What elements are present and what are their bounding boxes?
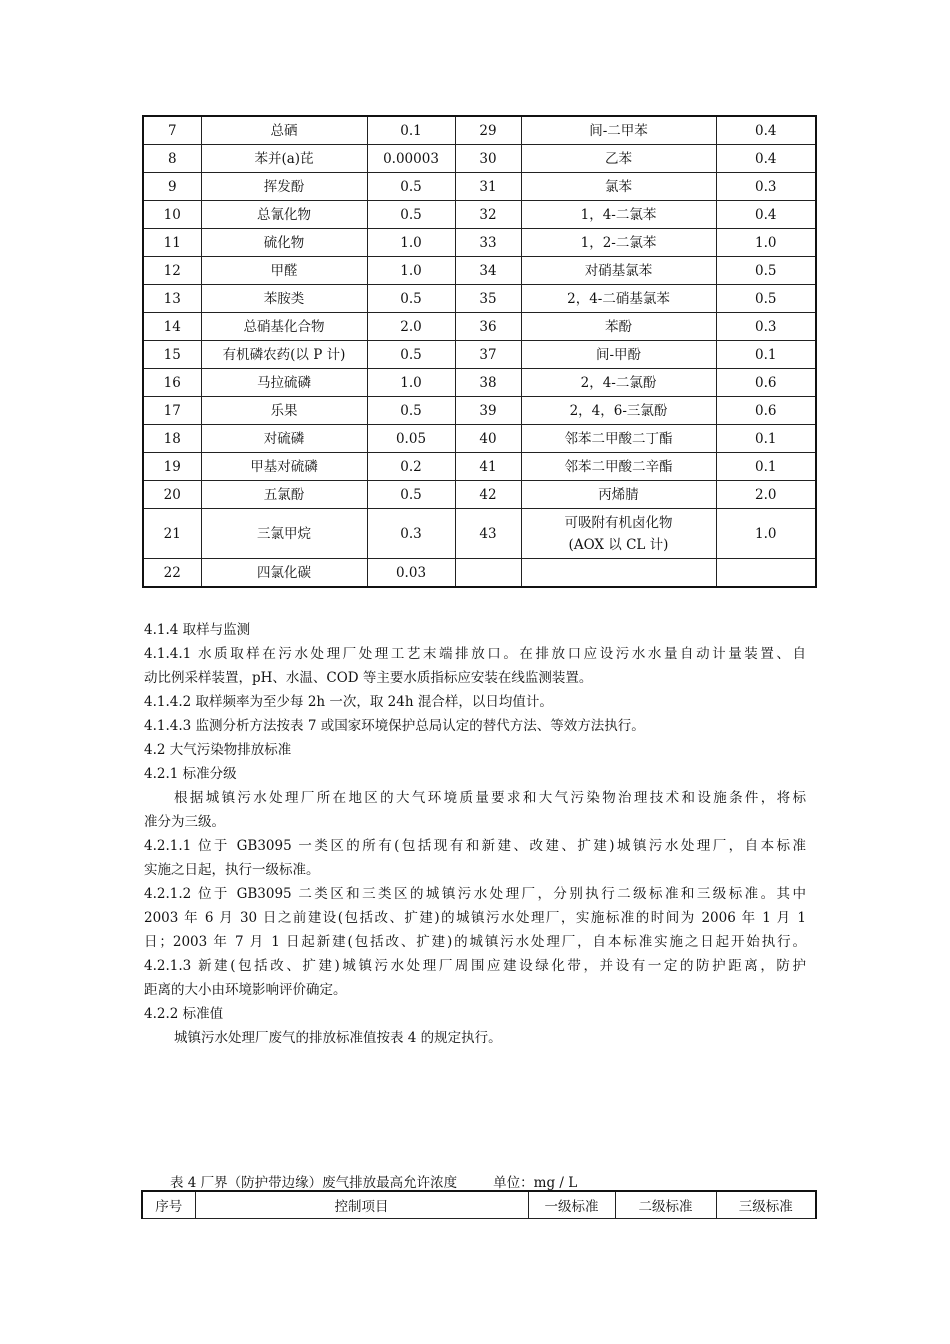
limit-cell: 2.0 (367, 313, 455, 341)
header-cell-item: 控制项目 (195, 1191, 528, 1219)
seq-cell: 21 (143, 509, 201, 559)
table-row (143, 369, 816, 397)
limit-cell: 0.5 (716, 285, 816, 313)
item-cell: 总硝基化合物 (201, 313, 367, 341)
section-4-2-2-heading: 4.2.2 标准值 (144, 1006, 224, 1022)
table-row (143, 173, 816, 201)
table-row (143, 116, 816, 145)
table-row (143, 285, 816, 313)
limit-cell: 0.3 (367, 509, 455, 559)
seq-cell: 7 (143, 116, 201, 145)
limit-cell: 0.1 (716, 453, 816, 481)
seq-cell: 11 (143, 229, 201, 257)
item-cell: 有机磷农药(以 P 计) (201, 341, 367, 369)
item-cell-line: 可吸附有机卤化物 (564, 514, 673, 531)
item-cell: 1，4-二氯苯 (521, 201, 716, 229)
paragraph-4-1-4-1-line2: 动比例采样装置，pH、水温、COD 等主要水质指标应安装在线监测装置。 (144, 670, 593, 686)
limit-cell (716, 559, 816, 588)
item-cell: 苯酚 (521, 313, 716, 341)
item-cell: 四氯化碳 (201, 559, 367, 588)
seq-cell (455, 559, 521, 588)
limit-cell: 1.0 (367, 369, 455, 397)
paragraph-4-2-1-2-line1: 4.2.1.2 位于 GB3095 二类区和三类区的城镇污水处理厂，分别执行二级标准和三级标准。其中 (144, 886, 806, 902)
seq-cell: 42 (455, 481, 521, 509)
limit-cell: 0.4 (716, 145, 816, 173)
item-cell: 邻苯二甲酸二丁酯 (521, 425, 716, 453)
table-row (143, 559, 816, 588)
table-row (143, 229, 816, 257)
item-cell: 五氯酚 (201, 481, 367, 509)
section-4-2-heading: 4.2 大气污染物排放标准 (144, 742, 292, 758)
item-cell: 2，4-二硝基氯苯 (521, 285, 716, 313)
item-cell: 马拉硫磷 (201, 369, 367, 397)
paragraph-4-1-4-2: 4.1.4.2 取样频率为至少每 2h 一次，取 24h 混合样，以日均值计。 (144, 694, 553, 710)
item-cell: 三氯甲烷 (201, 509, 367, 559)
seq-cell: 35 (455, 285, 521, 313)
seq-cell: 12 (143, 257, 201, 285)
limit-cell: 2.0 (716, 481, 816, 509)
limit-cell: 0.5 (716, 257, 816, 285)
limit-cell: 0.00003 (367, 145, 455, 173)
item-cell: 挥发酚 (201, 173, 367, 201)
limit-cell: 1.0 (367, 257, 455, 285)
table-row (143, 145, 816, 173)
item-cell: 对硝基氯苯 (521, 257, 716, 285)
limit-cell: 0.5 (367, 201, 455, 229)
seq-cell: 38 (455, 369, 521, 397)
limit-cell: 1.0 (367, 229, 455, 257)
table-4-title: 表 4 厂界（防护带边缘）废气排放最高允许浓度 (170, 1175, 458, 1191)
seq-cell: 15 (143, 341, 201, 369)
table-row (143, 201, 816, 229)
item-cell (521, 559, 716, 588)
exhaust-limits-table (141, 1190, 817, 1219)
limit-cell: 0.6 (716, 397, 816, 425)
item-cell: 甲基对硫磷 (201, 453, 367, 481)
seq-cell: 37 (455, 341, 521, 369)
item-cell: 总氰化物 (201, 201, 367, 229)
item-cell: 苯胺类 (201, 285, 367, 313)
limit-cell: 0.1 (716, 341, 816, 369)
paragraph-4-2-1-2-line3: 日；2003 年 7 月 1 日起新建(包括改、扩建)的城镇污水处理厂，自本标准实施之日起开始执行。 (144, 934, 806, 950)
limit-cell: 0.4 (716, 201, 816, 229)
limit-cell: 0.05 (367, 425, 455, 453)
section-4-2-1-heading: 4.2.1 标准分级 (144, 766, 237, 782)
seq-cell: 14 (143, 313, 201, 341)
seq-cell: 9 (143, 173, 201, 201)
paragraph-4-2-1-line1: 根据城镇污水处理厂所在地区的大气环境质量要求和大气污染物治理技术和设施条件，将标 (174, 790, 806, 806)
seq-cell: 18 (143, 425, 201, 453)
limit-cell: 0.5 (367, 341, 455, 369)
table-4-caption (170, 1171, 577, 1191)
seq-cell: 30 (455, 145, 521, 173)
seq-cell: 29 (455, 116, 521, 145)
table-row (143, 425, 816, 453)
seq-cell: 40 (455, 425, 521, 453)
item-cell: 邻苯二甲酸二辛酯 (521, 453, 716, 481)
item-cell: 硫化物 (201, 229, 367, 257)
paragraph-4-2-1-1-line2: 实施之日起，执行一级标准。 (144, 862, 320, 878)
seq-cell: 31 (455, 173, 521, 201)
limit-cell: 0.03 (367, 559, 455, 588)
table-row (143, 481, 816, 509)
table-row (143, 453, 816, 481)
item-cell: 氯苯 (521, 173, 716, 201)
limit-cell: 1.0 (716, 229, 816, 257)
table-row (143, 509, 816, 559)
item-cell: 对硫磷 (201, 425, 367, 453)
paragraph-4-2-1-line2: 准分为三级。 (144, 814, 225, 830)
item-cell: 总硒 (201, 116, 367, 145)
item-cell: 间-甲酚 (521, 341, 716, 369)
limit-cell: 0.3 (716, 313, 816, 341)
table-row (143, 257, 816, 285)
seq-cell: 13 (143, 285, 201, 313)
item-cell (521, 509, 716, 559)
item-cell: 乙苯 (521, 145, 716, 173)
seq-cell: 22 (143, 559, 201, 588)
limit-cell: 0.5 (367, 173, 455, 201)
limit-cell: 0.5 (367, 285, 455, 313)
item-cell-line: (AOX 以 CL 计) (568, 536, 669, 553)
seq-cell: 32 (455, 201, 521, 229)
limit-cell: 0.3 (716, 173, 816, 201)
limit-cell: 0.1 (367, 116, 455, 145)
paragraph-4-2-1-3-line2: 距离的大小由环境影响评价确定。 (144, 982, 347, 998)
seq-cell: 20 (143, 481, 201, 509)
item-cell: 甲醛 (201, 257, 367, 285)
seq-cell: 39 (455, 397, 521, 425)
limit-cell: 1.0 (716, 509, 816, 559)
header-cell-grade3: 三级标准 (716, 1191, 816, 1219)
pollutant-limits-table (142, 115, 817, 588)
seq-cell: 36 (455, 313, 521, 341)
section-4-1-4-heading: 4.1.4 取样与监测 (144, 622, 251, 638)
paragraph-4-1-4-1-line1: 4.1.4.1 水质取样在污水处理厂处理工艺末端排放口。在排放口应设污水水量自动计量装置、自 (144, 646, 806, 662)
paragraph-4-2-2: 城镇污水处理厂废气的排放标准值按表 4 的规定执行。 (174, 1030, 502, 1046)
paragraph-4-2-1-3-line1: 4.2.1.3 新建(包括改、扩建)城镇污水处理厂周围应建设绿化带，并设有一定的防护距离，防护 (144, 958, 806, 974)
table-row (143, 397, 816, 425)
table-row (143, 313, 816, 341)
limit-cell: 0.4 (716, 116, 816, 145)
limit-cell: 0.5 (367, 397, 455, 425)
seq-cell: 33 (455, 229, 521, 257)
table-row (143, 341, 816, 369)
item-cell: 间-二甲苯 (521, 116, 716, 145)
item-cell: 丙烯腈 (521, 481, 716, 509)
seq-cell: 19 (143, 453, 201, 481)
item-cell: 2，4-二氯酚 (521, 369, 716, 397)
item-cell: 1，2-二氯苯 (521, 229, 716, 257)
seq-cell: 16 (143, 369, 201, 397)
item-cell: 苯并(a)芘 (201, 145, 367, 173)
seq-cell: 10 (143, 201, 201, 229)
seq-cell: 41 (455, 453, 521, 481)
seq-cell: 17 (143, 397, 201, 425)
table-4-header-row (142, 1191, 816, 1219)
paragraph-4-1-4-3: 4.1.4.3 监测分析方法按表 7 或国家环境保护总局认定的替代方法、等效方法执行。 (144, 718, 645, 734)
item-cell: 2，4，6-三氯酚 (521, 397, 716, 425)
header-cell-grade1: 一级标准 (528, 1191, 615, 1219)
limit-cell: 0.5 (367, 481, 455, 509)
limit-cell: 0.1 (716, 425, 816, 453)
table-4-unit: 单位：mg / L (493, 1175, 578, 1191)
seq-cell: 43 (455, 509, 521, 559)
paragraph-4-2-1-2-line2: 2003 年 6 月 30 日之前建设(包括改、扩建)的城镇污水处理厂，实施标准的时间为 2006 年 1 月 1 (144, 910, 806, 926)
item-cell: 乐果 (201, 397, 367, 425)
paragraph-4-2-1-1-line1: 4.2.1.1 位于 GB3095 一类区的所有(包括现有和新建、改建、扩建)城镇污水处理厂，自本标准 (144, 838, 806, 854)
header-cell-grade2: 二级标准 (615, 1191, 716, 1219)
header-cell-seq: 序号 (142, 1191, 195, 1219)
seq-cell: 8 (143, 145, 201, 173)
seq-cell: 34 (455, 257, 521, 285)
limit-cell: 0.2 (367, 453, 455, 481)
limit-cell: 0.6 (716, 369, 816, 397)
